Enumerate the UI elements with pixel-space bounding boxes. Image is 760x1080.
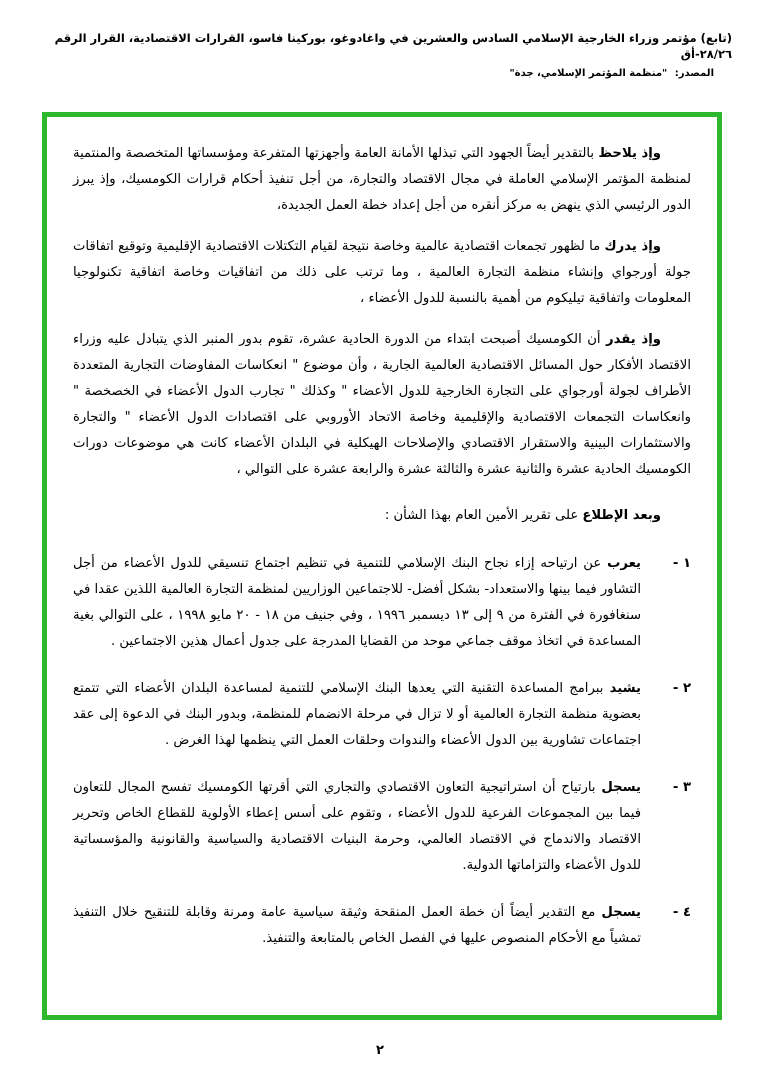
document-header (0, 0, 760, 79)
page-number: ٢ (376, 1043, 384, 1058)
item-lead-1: يعرب (607, 556, 641, 571)
recital-lead-1: وإذ يلاحظ (598, 146, 661, 161)
recital-text-1: بالتقدير أيضاً الجهود التي تبذلها الأمانة العامة وأجهزتها المتفرعة ومؤسساتها المتخصصة والمنتمية لمنظمة المؤتمر الإسلامي العاملة في مجال الاقتصاد والتجارة، من أجل تنفيذ أحكام قرارات الكومسيك، وإذ يبرز الدور الرئيسي الذي ينهض به مركز أنقره من أجل إعداد خطة العمل الجديدة، (73, 146, 691, 213)
item-body-text-4: مع التقدير أيضاً أن خطة العمل المنقحة وثيقة سياسية عامة ومرنة وقابلة للتنقيح خلال التنفيذ تمشياً مع الأحكام المنصوص عليها في الفصل الخاص بالمتابعة والتنفيذ. (73, 905, 641, 946)
item-body-text-3: بارتياح أن استراتيجية التعاون الاقتصادي والتجاري التي أقرتها الكومسيك تفسح المجال للتعاون فيما بين المجموعات الفرعية للدول الأعضاء ، وتقوم على أسس إعطاء الأولوية للقطاع الخاص وتحرير الاقتصاد والاندماج في الاقتصاد العالمي، وحرمة البنيات الاقتصادية والسياسية والقانونية والمؤسساتية للدول الأعضاء والتزاماتها الدولية. (73, 780, 641, 873)
item-number-2: ٢ - (672, 681, 691, 696)
item-number-3: ٣ - (672, 780, 691, 795)
item-body-text-2: ببرامج المساعدة التقنية التي يعدها البنك الإسلامي للتنمية لمساعدة البلدان الأعضاء التي تتمتع بعضوية منظمة التجارة العالمية أو لا تزال في مرحلة الانضمام للمنظمة، وبدور البنك في الدعوة إلى عقد اجتماعات تشاورية بين الدول الأعضاء والندوات وحلقات العمل التي ينظمها لهذا الغرض . (73, 681, 641, 748)
item-text-3 (73, 775, 641, 879)
recital-paragraph-1 (73, 141, 691, 219)
recital-paragraph-2 (73, 234, 691, 312)
document-source (28, 68, 732, 79)
resolution-item-3 (73, 775, 691, 879)
document-title: (تابع) مؤتمر وزراء الخارجية الإسلامي السادس والعشرين في واغادوغو، بوركينا فاسو، القرارات الاقتصادية، القرار الرقم ٢٨/٢٦-أق (54, 31, 732, 61)
content-frame (42, 112, 722, 1020)
intro-paragraph (73, 503, 691, 529)
item-lead-2: يشيد (609, 681, 641, 696)
intro-lead: وبعد الإطلاع (582, 508, 661, 523)
recital-text-2: ما لظهور تجمعات اقتصادية عالمية وخاصة نتيجة لقيام التكتلات الاقتصادية الإقليمية وتوقيع اتفاقات جولة أورجواي وإنشاء منظمة التجارة العالمية ، وما ترتب على ذلك من اتفاقيات وخاصة اتفاقية تكنولوجيا المعلومات واتفاقية تيليكوم من أهمية بالنسبة للدول الأعضاء ، (73, 239, 691, 306)
item-lead-3: يسجل (601, 780, 641, 795)
item-lead-4: يسجل (601, 905, 641, 920)
intro-text: على تقرير الأمين العام بهذا الشأن : (384, 508, 583, 523)
item-text-1 (73, 551, 641, 655)
source-label: المصدر: (674, 68, 714, 79)
item-text-4 (73, 900, 641, 952)
item-number-4: ٤ - (672, 905, 691, 920)
resolution-item-4 (73, 900, 691, 952)
item-body-text-1: عن ارتياحه إزاء نجاح البنك الإسلامي للتنمية في تنظيم اجتماع تنسيقي للدول الأعضاء من أجل التشاور فيما بينها والاستعداد- بشكل أفضل- للاجتماعين الوزاريين لمنظمة التجارة العالمية اللذين عقدا في سنغافورة في الفترة من ٩ إلى ١٣ ديسمبر ١٩٩٦ ، وفي جنيف من ١٨ - ٢٠ مايو ١٩٩٨ ، على التوالي بغية المساعدة في اتخاذ موقف جماعي موحد من القضايا المدرجة على جدول أعمال هذين الاجتماعين . (73, 556, 641, 649)
source-value: "منظمة المؤتمر الإسلامي، جدة" (509, 68, 668, 79)
resolution-item-1 (73, 551, 691, 655)
recital-paragraph-3 (73, 327, 691, 483)
recital-lead-3: وإذ يقدر (606, 332, 661, 347)
item-text-2 (73, 676, 641, 754)
recital-lead-2: وإذ يدرك (604, 239, 661, 254)
item-number-1: ١ - (672, 556, 691, 571)
resolution-item-2 (73, 676, 691, 754)
resolution-items (73, 551, 691, 952)
recital-text-3: أن الكومسيك أصبحت ابتداء من الدورة الحادية عشرة، تقوم بدور المنبر الذي يتبادل عليه وزراء الاقتصاد الأفكار حول المسائل الاقتصادية العالمية الجارية ، وأن موضوع " انعكاسات المفاوضات التجارية المتعددة الأطراف لجولة أورجواي على التجارة الخارجية للدول الأعضاء " وكذلك " تجارب الدول الأعضاء في الخصخصة " وانعكاسات التجمعات الاقتصادية والإقليمية وخاصة الاتحاد الأوروبي على اقتصادات الدول الأعضاء " والتجارة والاستثمارات البينية والاستقرار الاقتصادي والإصلاحات الهيكلية في البلدان الأعضاء كانت هي موضوعات دورات الكومسيك الحادية عشرة والثانية عشرة والثالثة عشرة والرابعة عشرة على التوالي ، (73, 332, 691, 477)
